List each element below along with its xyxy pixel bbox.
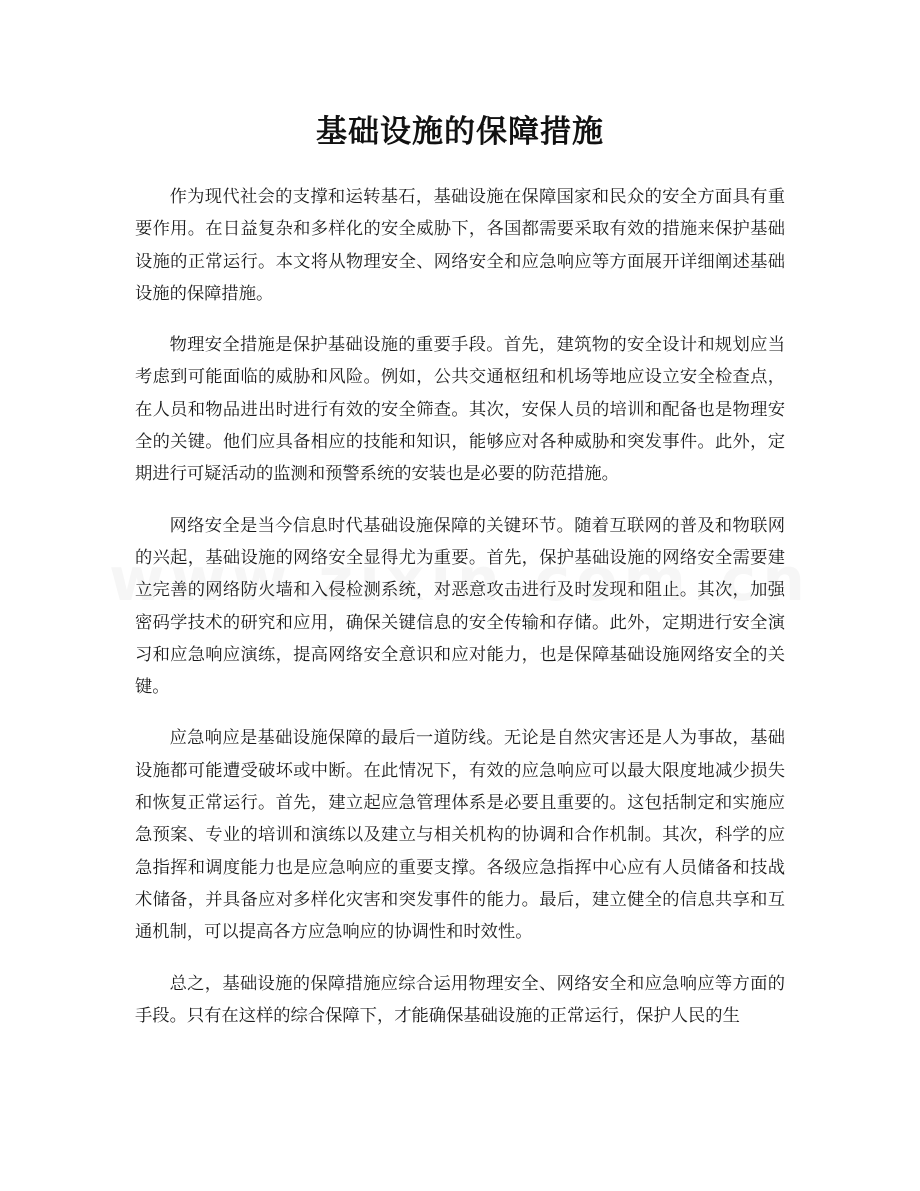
paragraph-conclusion: 总之，基础设施的保障措施应综合运用物理安全、网络安全和应急响应等方面的手段。只有在这样的综合保障下，才能确保基础设施的正常运行，保护人民的生 — [135, 973, 785, 1026]
paragraph-intro: 作为现代社会的支撑和运转基石，基础设施在保障国家和民众的安全方面具有重要作用。在日益复杂和多样化的安全威胁下，各国都需要采取有效的措施来保护基础设施的正常运行。本文将从物理安全、网络安全和应急响应等方面展开详细阐述基础设施的保障措施。 — [135, 187, 785, 304]
paragraph-emergency-response: 应急响应是基础设施保障的最后一道防线。无论是自然灾害还是人为事故，基础设施都可能遭受破坏或中断。在此情况下，有效的应急响应可以最大限度地减少损失和恢复正常运行。首先，建立起应急管理体系是必要且重要的。这包括制定和实施应急预案、专业的培训和演练以及建立与相关机构的协调和合作机制。其次，科学的应急指挥和调度能力也是应急响应的重要支撑。各级应急指挥中心应有人员储备和技战术储备，并具备应对多样化灾害和突发事件的能力。最后，建立健全的信息共享和互通机制，可以提高各方应急响应的协调性和时效性。 — [135, 728, 785, 943]
document-body — [135, 181, 785, 1051]
paragraph-physical-security: 物理安全措施是保护基础设施的重要手段。首先，建筑物的安全设计和规划应当考虑到可能面临的威胁和风险。例如，公共交通枢纽和机场等地应设立安全检查点，在人员和物品进出时进行有效的安全筛查。其次，安保人员的培训和配备也是物理安全的关键。他们应具备相应的技能和知识，能够应对各种威胁和突发事件。此外，定期进行可疑活动的监测和预警系统的安装也是必要的防范措施。 — [135, 335, 785, 485]
paragraph-network-security: 网络安全是当今信息时代基础设施保障的关键环节。随着互联网的普及和物联网的兴起，基础设施的网络安全显得尤为重要。首先，保护基础设施的网络安全需要建立完善的网络防火墙和入侵检测系统，对恶意攻击进行及时发现和阻止。其次，加强密码学技术的研究和应用，确保关键信息的安全传输和存储。此外，定期进行安全演习和应急响应演练，提高网络安全意识和应对能力，也是保障基础设施网络安全的关键。 — [135, 515, 785, 698]
document-title: 基础设施的保障措施 — [316, 114, 604, 150]
